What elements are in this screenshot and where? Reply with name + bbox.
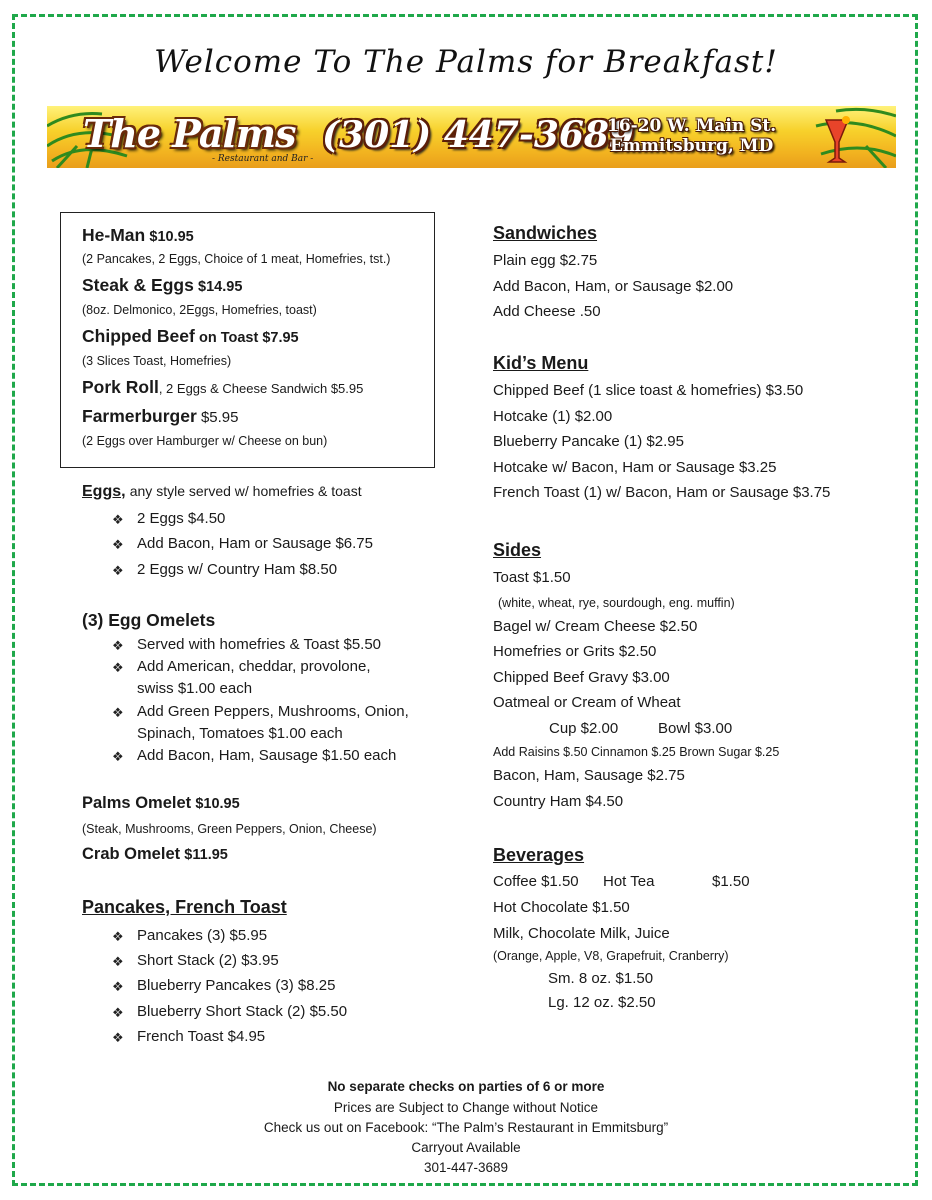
beverages-heading: Beverages — [493, 845, 585, 865]
beverage-size-large: Lg. 12 oz. $2.50 — [548, 994, 656, 1011]
footer-carryout: Carryout Available — [411, 1140, 521, 1155]
item-name: Palms Omelet — [82, 794, 192, 812]
eggs-item: 2 Eggs $4.50 — [137, 510, 226, 527]
special-steak-eggs — [82, 275, 242, 296]
eggs-item: 2 Eggs w/ Country Ham $8.50 — [137, 561, 338, 578]
sides-item: Country Ham $4.50 — [493, 793, 624, 810]
omelet-item: Add Bacon, Ham, Sausage $1.50 each — [137, 747, 397, 764]
pancake-item: Short Stack (2) $3.95 — [137, 952, 279, 969]
bullet-icon: ❖ — [112, 512, 124, 527]
cocktail-glass-icon — [823, 114, 851, 166]
bullet-icon: ❖ — [112, 979, 124, 994]
item-price: $10.95 — [195, 796, 240, 812]
bullet-icon: ❖ — [112, 954, 124, 969]
eggs-heading: Eggs, — [82, 483, 126, 500]
sides-cup: Cup $2.00 — [549, 720, 619, 737]
sides-addons: Add Raisins $.50 Cinnamon $.25 Brown Sugar $.25 — [493, 745, 780, 759]
eggs-section-heading — [82, 483, 362, 501]
item-price: on Toast $7.95 — [198, 330, 299, 346]
sandwich-item: Plain egg $2.75 — [493, 252, 598, 269]
pancake-item: Blueberry Short Stack (2) $5.50 — [137, 1003, 348, 1020]
beverage-item: Hot Chocolate $1.50 — [493, 899, 630, 916]
crab-omelet — [82, 845, 228, 864]
omelet-item-cont: Spinach, Tomatoes $1.00 each — [137, 725, 343, 742]
item-price: $10.95 — [149, 229, 194, 245]
special-farmerburger-desc: (2 Eggs over Hamburger w/ Cheese on bun) — [82, 434, 328, 448]
bullet-icon: ❖ — [112, 537, 124, 552]
sandwich-item: Add Bacon, Ham, or Sausage $2.00 — [493, 278, 734, 295]
eggs-subtitle: any style served w/ homefries & toast — [129, 483, 362, 499]
item-price: $14.95 — [198, 279, 243, 295]
special-chipped-beef-desc: (3 Slices Toast, Homefries) — [82, 354, 232, 368]
bullet-icon: ❖ — [112, 929, 124, 944]
special-heman-desc: (2 Pancakes, 2 Eggs, Choice of 1 meat, Homefries, tst.) — [82, 252, 391, 266]
sides-item: Oatmeal or Cream of Wheat — [493, 694, 681, 711]
eggs-item: Add Bacon, Ham or Sausage $6.75 — [137, 535, 373, 552]
item-name: Chipped Beef — [82, 326, 195, 346]
sides-note: (white, wheat, rye, sourdough, eng. muffin) — [498, 596, 735, 610]
footer-facebook: Check us out on Facebook: “The Palm’s Restaurant in Emmitsburg” — [263, 1120, 669, 1135]
item-price: $5.95 — [200, 409, 239, 426]
kids-item: Blueberry Pancake (1) $2.95 — [493, 433, 684, 450]
special-farmerburger — [82, 406, 238, 427]
banner-address-line2: Emmitsburg, MD — [609, 136, 774, 156]
banner-logo: The Palms — [83, 111, 296, 156]
beverage-juice-note: (Orange, Apple, V8, Grapefruit, Cranberry) — [493, 949, 729, 963]
sandwiches-heading: Sandwiches — [493, 223, 598, 243]
sides-item: Chipped Beef Gravy $3.00 — [493, 669, 670, 686]
kids-item: Chipped Beef (1 slice toast & homefries) $3.50 — [493, 382, 804, 399]
bullet-icon: ❖ — [112, 1005, 124, 1020]
page-title: Welcome To The Palms for Breakfast! — [154, 44, 778, 80]
sides-bowl: Bowl $3.00 — [658, 720, 733, 737]
item-name: Steak & Eggs — [82, 275, 194, 295]
omelets-heading: (3) Egg Omelets — [82, 610, 216, 630]
footer-checks-note: No separate checks on parties of 6 or more — [327, 1079, 605, 1094]
pancake-item: Blueberry Pancakes (3) $8.25 — [137, 977, 336, 994]
bullet-icon: ❖ — [112, 749, 124, 764]
item-price: , 2 Eggs & Cheese Sandwich $5.95 — [158, 381, 364, 396]
special-pork-roll — [82, 377, 363, 398]
bullet-icon: ❖ — [112, 705, 124, 720]
kids-item: Hotcake (1) $2.00 — [493, 408, 613, 425]
footer-prices-note: Prices are Subject to Change without Notice — [333, 1100, 599, 1115]
banner-phone: (301) 447-3689 — [322, 114, 635, 156]
sides-item: Bacon, Ham, Sausage $2.75 — [493, 767, 685, 784]
banner-address-line1: 16-20 W. Main St. — [607, 116, 777, 136]
sides-item: Bagel w/ Cream Cheese $2.50 — [493, 618, 698, 635]
item-name: Farmerburger — [82, 406, 197, 426]
footer-phone: 301-447-3689 — [423, 1160, 509, 1175]
bullet-icon: ❖ — [112, 638, 124, 653]
omelet-item: Served with homefries & Toast $5.50 — [137, 636, 382, 653]
omelet-item-cont: swiss $1.00 each — [137, 680, 253, 697]
beverage-item: Milk, Chocolate Milk, Juice — [493, 925, 670, 942]
beverage-coffee: Coffee $1.50 — [493, 873, 579, 890]
sides-item: Toast $1.50 — [493, 569, 571, 586]
kids-item: French Toast (1) w/ Bacon, Ham or Sausage $3.75 — [493, 484, 831, 501]
bullet-icon: ❖ — [112, 1030, 124, 1045]
special-heman — [82, 225, 194, 246]
palms-omelet-desc: (Steak, Mushrooms, Green Peppers, Onion, Cheese) — [82, 822, 377, 836]
omelet-item: Add American, cheddar, provolone, — [137, 658, 371, 675]
pancake-item: Pancakes (3) $5.95 — [137, 927, 268, 944]
item-name: Pork Roll — [82, 377, 159, 397]
restaurant-banner — [47, 106, 896, 168]
sides-item: Homefries or Grits $2.50 — [493, 643, 657, 660]
item-name: He-Man — [82, 225, 146, 245]
kids-item: Hotcake w/ Bacon, Ham or Sausage $3.25 — [493, 459, 777, 476]
beverage-tea: Hot Tea — [603, 873, 655, 890]
beverage-tea-price: $1.50 — [712, 873, 750, 890]
bullet-icon: ❖ — [112, 660, 124, 675]
banner-logo-subtitle: - Restaurant and Bar - — [212, 154, 314, 164]
special-steak-eggs-desc: (8oz. Delmonico, 2Eggs, Homefries, toast) — [82, 303, 317, 317]
beverage-size-small: Sm. 8 oz. $1.50 — [548, 970, 654, 987]
kids-menu-heading: Kid’s Menu — [493, 353, 589, 373]
item-price: $11.95 — [184, 847, 228, 863]
pancakes-heading: Pancakes, French Toast — [82, 897, 287, 917]
sides-heading: Sides — [493, 540, 542, 560]
item-name: Crab Omelet — [82, 845, 181, 863]
bullet-icon: ❖ — [112, 563, 124, 578]
pancake-item: French Toast $4.95 — [137, 1028, 266, 1045]
special-chipped-beef — [82, 326, 299, 347]
sandwich-item: Add Cheese .50 — [493, 303, 601, 320]
banner-address — [607, 116, 776, 156]
palms-omelet — [82, 794, 240, 813]
omelet-item: Add Green Peppers, Mushrooms, Onion, — [137, 703, 409, 720]
